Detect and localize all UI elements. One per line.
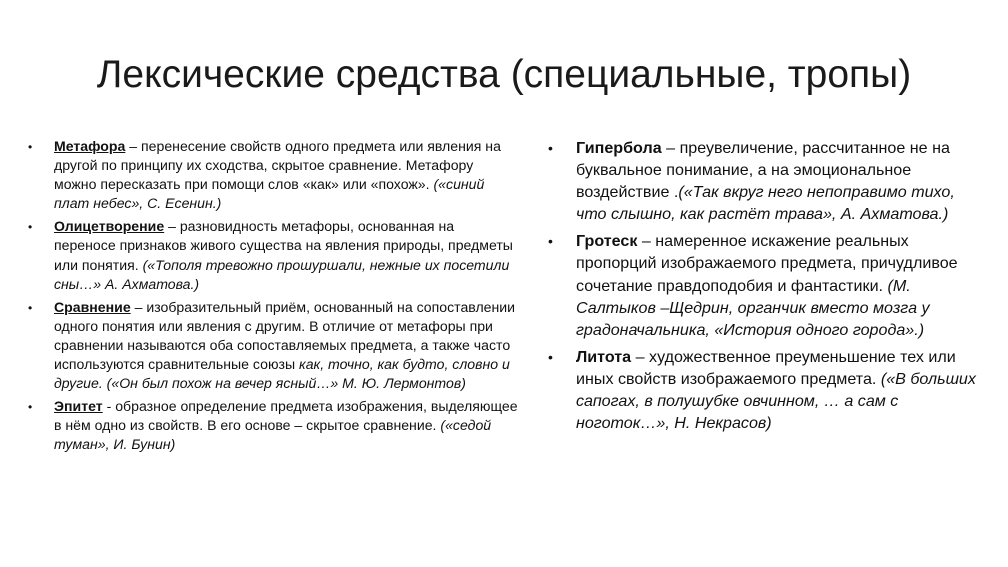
definition: – перенесение свойств одного предмета или явления на другой по принципу их сходства, скрытое сравнение. Метафору можно пересказать при помощи слов «как» или «похож».	[54, 138, 501, 193]
list-item-comparison	[28, 298, 518, 393]
slide-title: Лексические средства (специальные, тропы)	[96, 53, 912, 97]
item-text	[576, 346, 980, 434]
item-text	[54, 298, 518, 393]
left-column	[28, 137, 518, 459]
example: («Тополя тревожно прошуршали, нежные их посетили сны…» А. Ахматова.)	[54, 256, 510, 292]
example: («Так вкруг него непоправимо тихо, что слышно, как растёт трава», А. Ахматова.)	[576, 183, 955, 224]
example: («В больших сапогах, в полушубке овчинном, … а сам с ноготок…», Н. Некрасов)	[576, 369, 976, 433]
list-item-metaphor	[28, 137, 518, 213]
definition: – разновидность метафоры, основанная на переносе признаков живого существа на явления природы, предметы или понятия.	[54, 218, 513, 273]
example: («синий плат небес», С. Есенин.)	[54, 176, 485, 212]
term: Гипербола	[576, 139, 662, 157]
item-text	[54, 217, 518, 293]
term: Олицетворение	[54, 218, 165, 235]
bullet: •	[28, 140, 33, 154]
term: Метафора	[54, 138, 126, 154]
definition: – художественное преуменьшение тех или иных свойств изображаемого предмета.	[576, 347, 956, 388]
item-text	[54, 137, 518, 213]
example: как, точно, как будто, словно и другие. («Он был похож на вечер ясный…» М. Ю. Лермонтов)	[54, 356, 510, 392]
example: («седой туман», И. Бунин)	[54, 417, 492, 453]
right-column	[548, 137, 980, 439]
list-item-litotes	[548, 346, 980, 434]
list-item-epithet	[28, 397, 518, 454]
bullet: •	[548, 140, 553, 156]
item-text	[54, 397, 518, 454]
term: Литота	[576, 347, 632, 366]
item-text	[576, 230, 980, 340]
list-item-grotesque	[548, 230, 980, 340]
bullet: •	[548, 348, 553, 365]
bullet: •	[28, 400, 33, 415]
term: Эпитет	[54, 398, 103, 415]
list-item-personification	[28, 217, 518, 293]
list-item-hyperbole	[548, 137, 980, 225]
definition: – изобразительный приём, основанный на сопоставлении одного понятия или явления с другим. В отличие от метафоры при сравнении называются оба сопоставляемых предмета, а также часто используются сравнительные союзы	[54, 298, 516, 373]
definition: - образное определение предмета изображения, выделяющее в нём одно из свойств. В его основе – скрытое сравнение.	[54, 398, 518, 434]
example: (М. Салтыков –Щедрин, органчик вместо мозга у градоначальника, «История одного города».)	[576, 276, 930, 339]
term: Гротеск	[576, 232, 638, 251]
term: Сравнение	[54, 298, 131, 315]
definition: – преувеличение, рассчитанное не на буквальное понимание, а на эмоциональное воздействие .	[576, 139, 950, 202]
definition: – намеренное искажение реальных пропорций изображаемого предмета, причудливое сочетание правдоподобия и фантастики.	[576, 232, 958, 295]
bullet: •	[28, 220, 33, 235]
item-text	[576, 137, 980, 225]
bullet: •	[28, 300, 33, 315]
bullet: •	[548, 233, 553, 250]
